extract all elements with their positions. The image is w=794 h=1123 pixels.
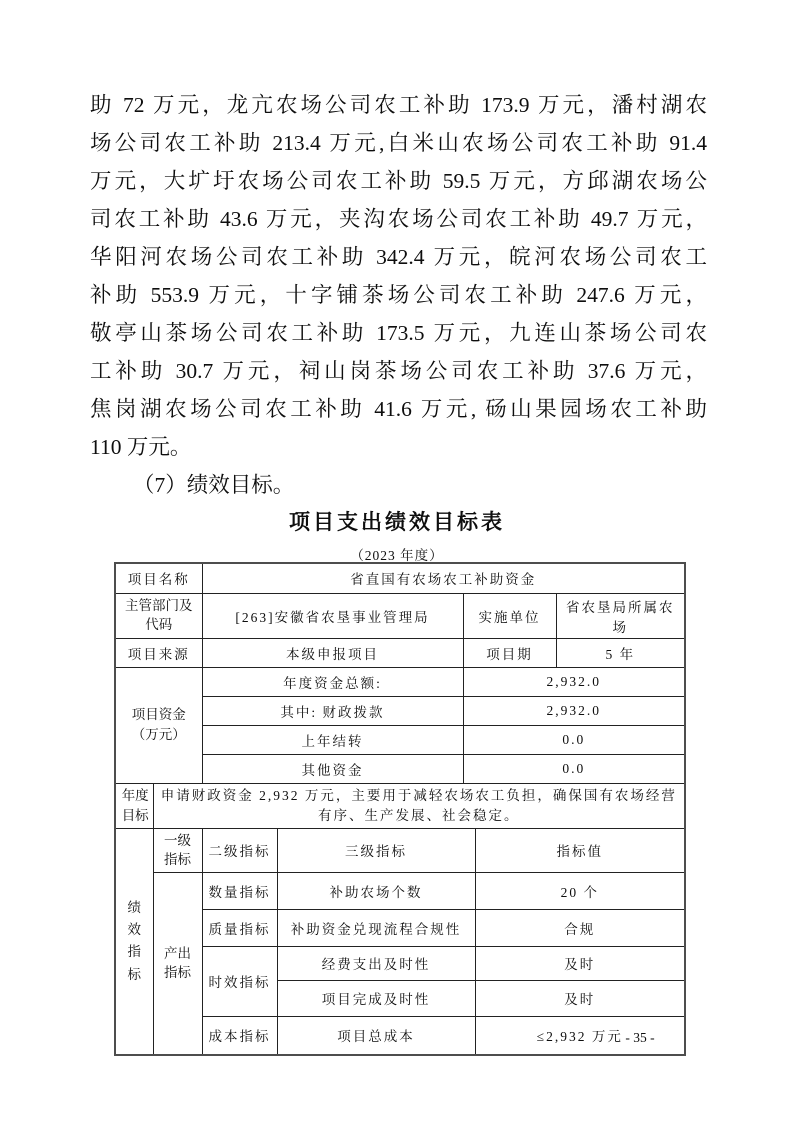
level1-group: 产出指标 [153,872,202,1055]
paragraph-line: 司农工补助 43.6 万元，夹沟农场公司农工补助 49.7 万元， [90,207,707,231]
period-value: 5 年 [556,638,685,667]
paragraph-line: 场公司农工补助 213.4 万元,白米山农场公司农工补助 91.4 [90,131,707,155]
impl-unit-label: 实施单位 [463,593,556,638]
header-level2: 二级指标 [202,828,277,872]
table-row [115,872,685,909]
funds-row-label: 年度资金总额: [202,667,463,696]
funds-row-label: 其他资金 [202,754,463,783]
period-label: 项目期 [463,638,556,667]
department-label: 主管部门及代码 [115,593,202,638]
funds-row-label: 上年结转 [202,725,463,754]
page-number: - 35 - [625,1030,655,1045]
indicator-level2: 质量指标 [202,909,277,946]
source-label: 项目来源 [115,638,202,667]
header-level1: 一级指标 [153,828,202,872]
table-row [115,593,685,638]
project-name-value: 省直国有农场农工补助资金 [202,563,685,593]
indicator-level3: 项目总成本 [277,1016,475,1055]
indicator-value: ≤2,932 万元 [475,1016,685,1055]
table-row [115,667,685,696]
annual-goal-text: 申请财政资金 2,932 万元，主要用于减轻农场农工负担，确保国有农场经营有序、生产发展、社会稳定。 [153,783,685,828]
performance-label: 绩效指标 [115,828,153,1055]
indicator-value: 合规 [475,909,685,946]
table-row [115,563,685,593]
header-level3: 三级指标 [277,828,475,872]
annual-goal-label: 年度目标 [115,783,153,828]
table-row [115,828,685,872]
paragraph-line: 工补助 30.7 万元，祠山岗茶场公司农工补助 37.6 万元， [90,359,707,383]
indicator-level3: 经费支出及时性 [277,946,475,980]
funds-label: 项目资金（万元） [115,667,202,783]
indicator-value: 及时 [475,980,685,1016]
funds-row-label: 其中: 财政拨款 [202,696,463,725]
table-subtitle: （2023 年度） [350,548,444,563]
indicator-level3: 项目完成及时性 [277,980,475,1016]
paragraph-line: 110 万元。 [90,435,192,459]
indicator-value: 及时 [475,946,685,980]
paragraph-line: 焦岗湖农场公司农工补助 41.6 万元, 砀山果园场农工补助 [90,397,707,421]
paragraph [90,86,707,504]
indicator-level2: 数量指标 [202,872,277,909]
paragraph-line: 敬亭山茶场公司农工补助 173.5 万元，九连山茶场公司农 [90,321,707,345]
table-title: 项目支出绩效目标表 [289,511,505,534]
indicator-level3: 补助农场个数 [277,872,475,909]
table-row [115,638,685,667]
source-value: 本级申报项目 [202,638,463,667]
funds-row-value: 0.0 [463,725,685,754]
paragraph-line: 助 72 万元，龙亢农场公司农工补助 173.9 万元，潘村湖农 [90,93,707,117]
indicator-level2: 成本指标 [202,1016,277,1055]
indicator-level2: 时效指标 [202,946,277,1016]
funds-row-value: 2,932.0 [463,696,685,725]
paragraph-line: 万元，大圹圩农场公司农工补助 59.5 万元，方邱湖农场公 [90,169,707,193]
performance-target-table [114,562,686,1056]
project-name-label: 项目名称 [115,563,202,593]
paragraph-line: 华阳河农场公司农工补助 342.4 万元，皖河农场公司农工 [90,245,707,269]
indicator-level3: 补助资金兑现流程合规性 [277,909,475,946]
impl-unit-value: 省农垦局所属农场 [556,593,685,638]
indicator-value: 20 个 [475,872,685,909]
funds-row-value: 2,932.0 [463,667,685,696]
department-value: [263]安徽省农垦事业管理局 [202,593,463,638]
section-item-7: （7）绩效目标。 [133,473,295,497]
funds-row-value: 0.0 [463,754,685,783]
header-value: 指标值 [475,828,685,872]
paragraph-line: 补助 553.9 万元，十字铺茶场公司农工补助 247.6 万元， [90,283,707,307]
table-row [115,783,685,828]
